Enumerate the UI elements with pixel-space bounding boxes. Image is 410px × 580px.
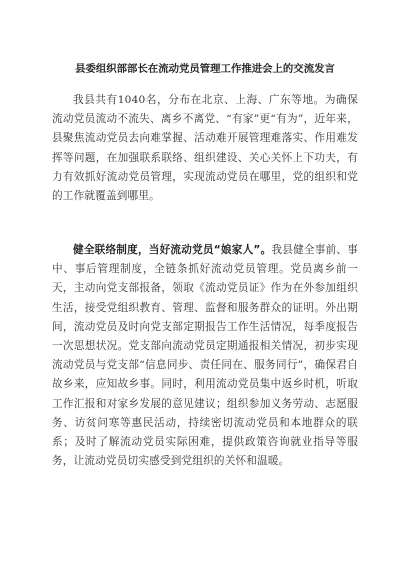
- paragraph-lead-heading: 健全联络制度，当好流动党员“娘家人”。: [73, 244, 272, 256]
- paragraph-body-text: 我县健全事前、事中、事后管理制度，全链条抓好流动党员管理。党员离乡前一天，主动向党支部报备，领取《流动党员证》作为在外参加组织生活，接受党组织教育、管理、监督和服务群众的证明。外出期间，流动党员及时向党支部定期报告工作生活情况，每季度报告一次思想状况。党支部向流动党员定期通报相关情况，初步实现流动党员与党支部“信息同步、责任同在、服务同行”，确保君自故乡来，应知故乡事。同时，利用流动党员集中返乡时机，听取工作汇报和对家乡发展的意见建议；组织参加义务劳动、志愿服务、访贫问寒等惠民活动，持续密切流动党员和本地群众的联系；及时了解流动党员实际困难，提供政策咨询就业指导等服务，让流动党员切实感受到党组织的关怀和温暖。: [52, 244, 358, 468]
- paragraph-liaison-system: [52, 241, 358, 471]
- paragraph-intro: 我县共有1040名，分布在北京、上海、广东等地。为确保流动党员流动不流失、离乡不离党、“有家”更“有为”，近年来，县聚焦流动党员去向难掌握、活动难开展管理难落实、作用难发挥等问题，在加强联系联络、组织建设、关心关怀上下功夫，有力有效抓好流动党员管理，实现流动党员在哪里，党的组织和党的工作就覆盖到哪里。: [52, 94, 358, 203]
- document-title: 县委组织部部长在流动党员管理工作推进会上的交流发言: [75, 63, 335, 75]
